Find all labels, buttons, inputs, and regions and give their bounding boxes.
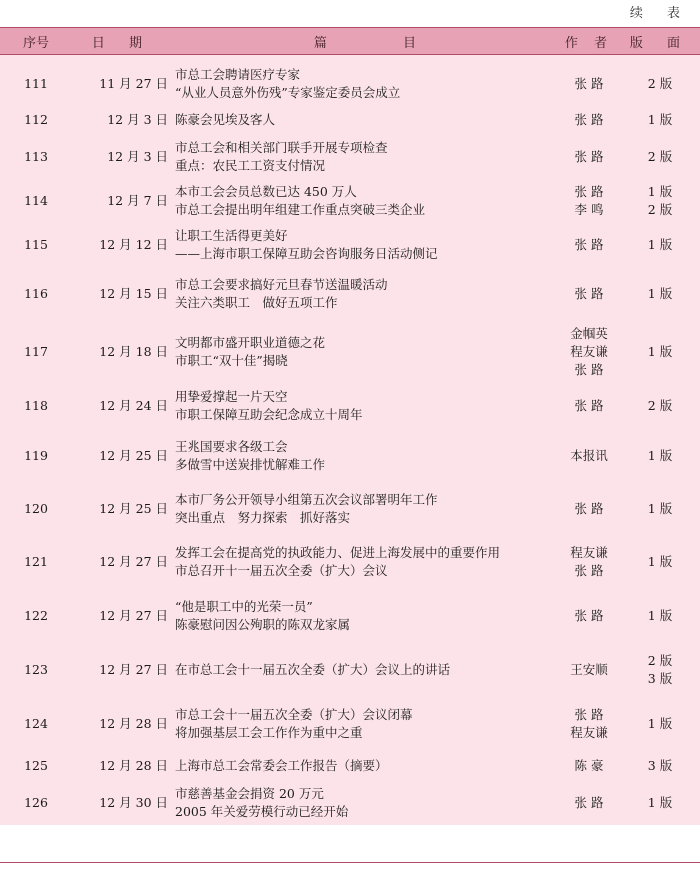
- cell-title-line: 用挚爱撑起一片天空: [175, 389, 288, 404]
- cell-author-line: 陈 豪: [574, 758, 604, 773]
- cell-page-line: 1 版: [647, 447, 673, 463]
- cell-page: [620, 285, 700, 303]
- cell-title: [172, 227, 558, 263]
- cell-date: 12 月 27 日: [99, 662, 168, 677]
- cell-author: [558, 148, 620, 166]
- cell-title-line: 市职工保障互助会纪念成立十周年: [175, 407, 363, 422]
- cell-author-line: 金帼英: [570, 325, 608, 341]
- cell-title-line: 文明都市盛开职业道德之花: [175, 334, 326, 350]
- cell-author-line: 张 路: [574, 500, 604, 516]
- cell-author-line: 程友谦: [570, 343, 608, 359]
- cell-page: [620, 715, 700, 733]
- cell-page-line: 1 版: [647, 343, 673, 359]
- cell-page-line: 1 版: [647, 795, 673, 810]
- cell-title-line: 本市工会会员总数已达 450 万人: [175, 183, 357, 199]
- cell-date: 12 月 27 日: [99, 608, 168, 623]
- cell-author: [558, 757, 620, 775]
- cell-title: [172, 66, 558, 102]
- cell-seq: 126: [24, 795, 48, 810]
- cell-title: [172, 334, 558, 370]
- cell-author: [558, 397, 620, 415]
- cell-title-line: 市总工会十一届五次全委（扩大）会议闭幕: [175, 707, 413, 722]
- cell-author-line: 张 路: [574, 111, 604, 127]
- cell-page-line: 2 版: [647, 149, 673, 164]
- cell-author: [558, 607, 620, 625]
- table-row: [0, 589, 700, 643]
- cell-title-line: ——上海市职工保障互助会咨询服务日活动侧记: [175, 245, 438, 261]
- cell-title-line: 市总召开十一届五次全委（扩大）会议: [175, 563, 388, 578]
- cell-seq: 118: [24, 398, 48, 413]
- cell-author: [558, 661, 620, 679]
- cell-title: [172, 139, 558, 175]
- table-row: [0, 179, 700, 222]
- cell-page: [620, 236, 700, 254]
- header-author: 作 者: [564, 35, 614, 51]
- cell-title: [172, 276, 558, 312]
- cell-title: [172, 491, 558, 527]
- cell-author: [558, 794, 620, 812]
- cell-author-line: 张 路: [574, 183, 604, 199]
- cell-seq: 121: [24, 554, 48, 569]
- cell-seq: 114: [24, 192, 48, 208]
- cell-date: 12 月 25 日: [99, 447, 168, 463]
- cell-page-line: 1 版: [647, 716, 673, 731]
- cell-author-line: 张 路: [574, 149, 604, 164]
- cell-author: [558, 183, 620, 219]
- cell-page-line: 1 版: [647, 554, 673, 569]
- table-row: [0, 781, 700, 825]
- cell-seq: 123: [24, 662, 48, 677]
- cell-date: 12 月 30 日: [99, 795, 168, 810]
- cell-title: [172, 183, 558, 219]
- cell-title-line: “他是职工中的光荣一员”: [175, 599, 313, 614]
- cell-title-line: 陈豪慰问因公殉职的陈双龙家属: [175, 617, 351, 632]
- cell-page-line: 2 版: [647, 653, 673, 668]
- cell-author: [558, 325, 620, 379]
- table-row: [0, 482, 700, 535]
- cell-author: [558, 544, 620, 580]
- cell-title: [172, 544, 558, 580]
- article-table: [0, 27, 700, 825]
- cell-date: 12 月 27 日: [99, 554, 168, 569]
- cell-page-line: 1 版: [647, 111, 673, 127]
- cell-author-line: 李 鸣: [574, 201, 604, 217]
- cell-date: 12 月 24 日: [99, 398, 168, 413]
- cell-page-line: 3 版: [647, 671, 673, 686]
- cell-page-line: 2 版: [647, 398, 673, 413]
- table-row: [0, 222, 700, 267]
- cell-page: [620, 652, 700, 688]
- cell-page: [620, 111, 700, 129]
- cell-seq: 117: [24, 343, 48, 359]
- cell-author: [558, 706, 620, 742]
- cell-title: [172, 388, 558, 424]
- cell-author-line: 张 路: [574, 75, 604, 91]
- cell-page: [620, 757, 700, 775]
- cell-seq: 125: [24, 758, 48, 773]
- header-date: 日 期: [91, 35, 153, 51]
- cell-author-line: 张 路: [574, 608, 604, 623]
- cell-page-line: 1 版: [647, 608, 673, 623]
- cell-title-line: 陈豪会见埃及客人: [175, 111, 276, 127]
- table-row: [0, 751, 700, 781]
- cell-page: [620, 343, 700, 361]
- cell-page: [620, 148, 700, 166]
- cell-author-line: 本报讯: [570, 447, 608, 463]
- cell-date: 12 月 3 日: [107, 111, 168, 127]
- cell-title-line: 让职工生活得更美好: [175, 227, 288, 243]
- cell-title: [172, 111, 558, 129]
- cell-author-line: 程友谦: [570, 545, 608, 560]
- cell-title-line: 在市总工会十一届五次全委（扩大）会议上的讲话: [175, 662, 451, 677]
- cell-title-line: 市总工会聘请医疗专家: [175, 66, 301, 82]
- table-body: [0, 55, 700, 825]
- cell-page: [620, 397, 700, 415]
- cell-page-line: 1 版: [647, 236, 673, 252]
- cell-title-line: 市总工会提出明年组建工作重点突破三类企业: [175, 201, 426, 217]
- cell-title-line: 重点：农民工工资支付情况: [175, 158, 326, 173]
- cell-seq: 113: [24, 149, 48, 164]
- table-row: [0, 104, 700, 135]
- table-row: [0, 697, 700, 751]
- cell-seq: 119: [24, 447, 48, 463]
- table-row: [0, 535, 700, 589]
- cell-title-line: 上海市总工会常委会工作报告（摘要）: [175, 758, 388, 773]
- cell-date: 12 月 15 日: [99, 285, 168, 301]
- cell-page-line: 2 版: [647, 75, 673, 91]
- cell-author: [558, 111, 620, 129]
- cell-author: [558, 447, 620, 465]
- cell-page: [620, 183, 700, 219]
- cell-author-line: 张 路: [574, 707, 604, 722]
- cell-date: 11 月 27 日: [99, 75, 168, 91]
- cell-title-line: 市总工会和相关部门联手开展专项检查: [175, 140, 388, 155]
- cell-seq: 111: [24, 75, 48, 91]
- header-title: 篇 目: [313, 35, 453, 51]
- cell-author-line: 张 路: [574, 398, 604, 413]
- cell-title-line: 发挥工会在提高党的执政能力、促进上海发展中的重要作用: [175, 545, 501, 560]
- cell-title: [172, 706, 558, 742]
- table-row: [0, 320, 700, 383]
- cell-date: 12 月 28 日: [99, 716, 168, 731]
- table-row: [0, 429, 700, 482]
- cell-title: [172, 757, 558, 775]
- cell-title-line: 本市厂务公开领导小组第五次会议部署明年工作: [175, 491, 438, 507]
- cell-seq: 122: [24, 608, 48, 623]
- header-page: 版 面: [629, 35, 691, 51]
- cell-title-line: 突出重点 努力探索 抓好落实: [175, 509, 351, 525]
- cell-page: [620, 794, 700, 812]
- cell-date: 12 月 18 日: [99, 343, 168, 359]
- cell-title: [172, 438, 558, 474]
- cell-page-line: 1 版: [647, 183, 673, 199]
- cell-title-line: 关注六类职工 做好五项工作: [175, 294, 338, 310]
- cell-title: [172, 785, 558, 821]
- cell-title-line: 市总工会要求搞好元旦春节送温暖活动: [175, 276, 388, 292]
- cell-author-line: 张 路: [574, 361, 604, 377]
- cell-author: [558, 500, 620, 518]
- cell-title-line: 市职工“双十佳”揭晓: [175, 352, 288, 368]
- cell-title-line: 2005 年关爱劳模行动已经开始: [175, 804, 349, 819]
- cell-author-line: 张 路: [574, 285, 604, 301]
- cell-page-line: 1 版: [647, 285, 673, 301]
- cell-seq: 112: [24, 111, 48, 127]
- table-row: [0, 63, 700, 104]
- cell-title-line: 王兆国要求各级工会: [175, 438, 288, 454]
- table-row: [0, 643, 700, 697]
- cell-page: [620, 553, 700, 571]
- cell-title-line: “从业人员意外伤残”专家鉴定委员会成立: [175, 84, 401, 100]
- cell-author-line: 张 路: [574, 563, 604, 578]
- cell-title-line: 将加强基层工会工作作为重中之重: [175, 725, 363, 740]
- cell-date: 12 月 7 日: [107, 192, 168, 208]
- cell-author: [558, 285, 620, 303]
- cell-page: [620, 447, 700, 465]
- cell-author-line: 程友谦: [570, 725, 608, 740]
- cell-page: [620, 607, 700, 625]
- cell-page-line: 2 版: [647, 201, 673, 217]
- cell-seq: 124: [24, 716, 48, 731]
- cell-author: [558, 236, 620, 254]
- cell-author-line: 王安顺: [570, 662, 608, 677]
- cell-title-line: 多做雪中送炭排忧解难工作: [175, 456, 326, 472]
- cell-page-line: 3 版: [647, 758, 673, 773]
- table-row: [0, 383, 700, 429]
- table-row: [0, 267, 700, 320]
- table-row: [0, 135, 700, 179]
- cell-date: 12 月 25 日: [99, 500, 168, 516]
- cell-author-line: 张 路: [574, 795, 604, 810]
- cell-page-line: 1 版: [647, 500, 673, 516]
- cell-title: [172, 661, 558, 679]
- cell-date: 12 月 12 日: [99, 236, 168, 252]
- cell-title: [172, 598, 558, 634]
- cell-date: 12 月 28 日: [99, 758, 168, 773]
- cell-author-line: 张 路: [574, 236, 604, 252]
- cell-seq: 120: [24, 500, 48, 516]
- table-header: [0, 28, 700, 55]
- cell-title-line: 市慈善基金会捐资 20 万元: [175, 786, 324, 801]
- table-bottom-rule: [0, 862, 700, 863]
- cell-page: [620, 500, 700, 518]
- cell-seq: 115: [24, 236, 48, 252]
- continued-label: 续 表: [629, 6, 690, 21]
- cell-date: 12 月 3 日: [107, 149, 168, 164]
- cell-seq: 116: [24, 285, 48, 301]
- cell-page: [620, 75, 700, 93]
- header-seq: 序号: [22, 35, 49, 51]
- cell-author: [558, 75, 620, 93]
